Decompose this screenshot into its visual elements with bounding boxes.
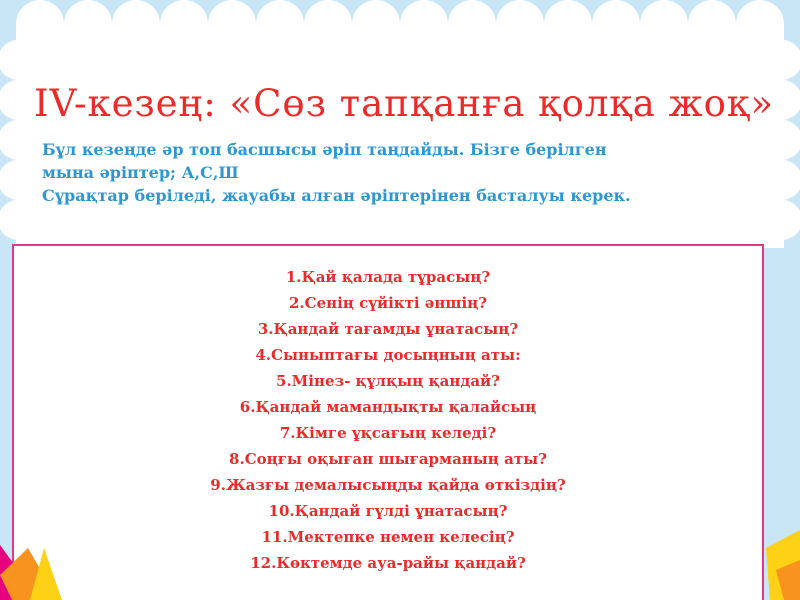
intro-line: мына әріптер; А,С,Ш (42, 163, 239, 182)
intro-line: Сұрақтар беріледі, жауабы алған әріптерінен басталуы керек. (42, 186, 631, 205)
slide-title: IV-кезең: «Сөз тапқанға қолқа жоқ» (34, 82, 774, 125)
question-item: 2.Сенің сүйікті әншің? (288, 294, 488, 312)
question-item: 5.Мінез- құлқың қандай? (276, 372, 500, 390)
intro-line: Бұл кезеңде әр топ басшысы әріп таңдайды. Бізге берілген (42, 140, 607, 159)
question-panel (12, 244, 764, 600)
question-item: 12.Көктемде ауа-райы қандай? (250, 554, 526, 572)
question-item: 9.Жазғы демалысыңды қайда өткіздің? (210, 476, 566, 494)
question-item: 7.Кімге ұқсағың келеді? (279, 424, 497, 442)
intro-text (42, 138, 782, 207)
question-item: 4.Сыныптағы досыңның аты: (255, 346, 521, 364)
question-item: 8.Соңғы оқыған шығарманың аты? (229, 450, 547, 468)
question-item: 6.Қандай мамандықты қалайсың (239, 398, 537, 416)
question-item: 10.Қандай гүлді ұнатасың? (268, 502, 508, 520)
question-item: 3.Қандай тағамды ұнатасың? (257, 320, 519, 338)
question-list (14, 246, 762, 576)
question-item: 11.Мектепке немен келесің? (261, 528, 515, 546)
question-item: 1.Қай қалада тұрасың? (285, 268, 491, 286)
